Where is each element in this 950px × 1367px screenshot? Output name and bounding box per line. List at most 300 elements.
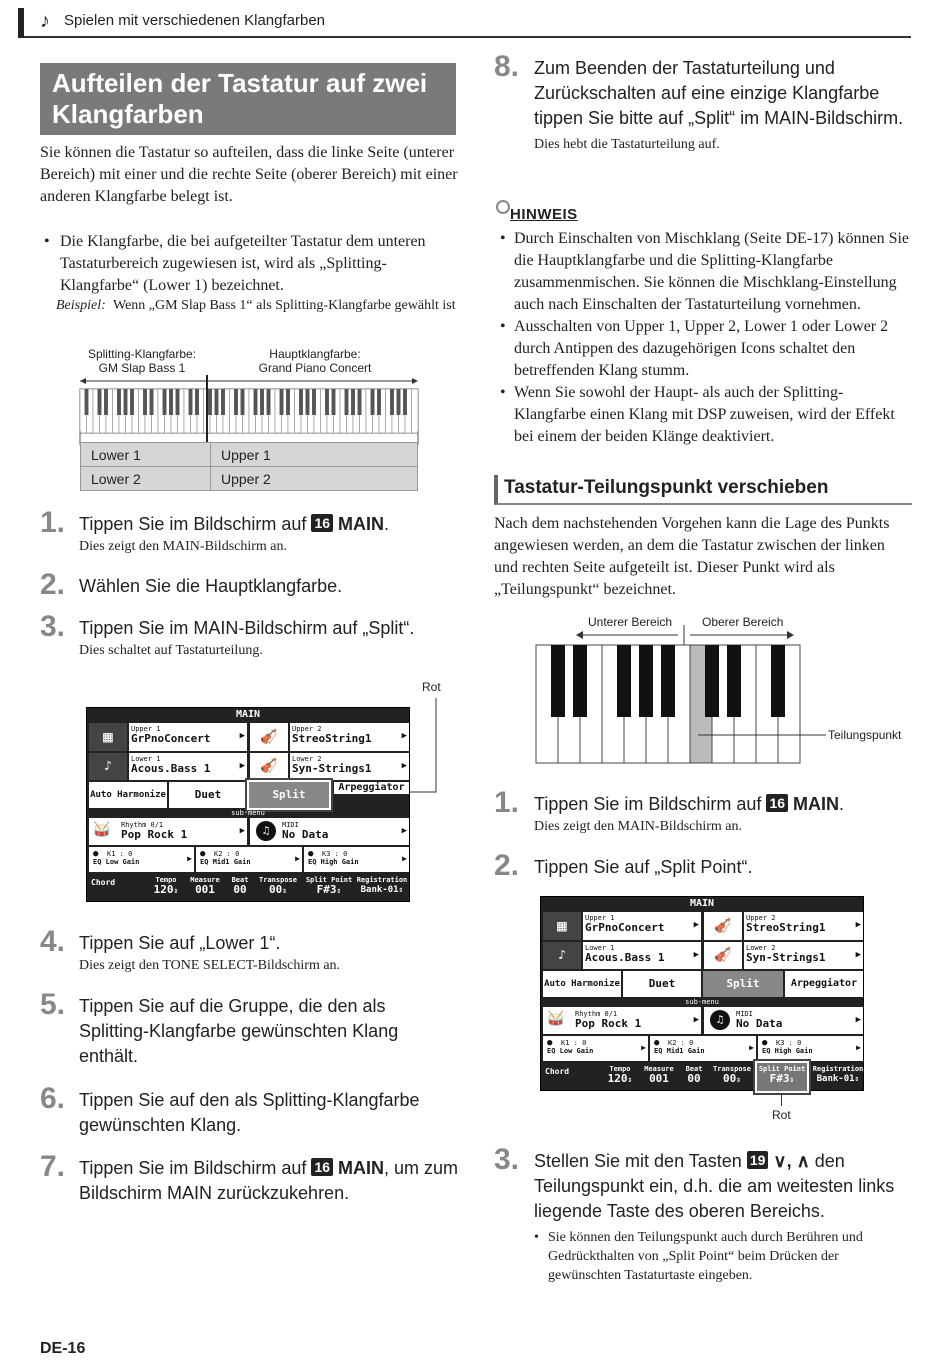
updown-icon: ⇕ [736,1075,742,1084]
k2-label: K2 : 0 [668,1039,694,1047]
arrow-right-icon: ▶ [855,950,861,960]
midi-label: MIDI [736,1010,753,1018]
upper1-tone[interactable] [129,723,247,751]
duet-button[interactable]: Duet [623,971,701,997]
header-bar [18,8,24,38]
arrow-right-icon: ▶ [856,1043,861,1052]
black-key [345,389,349,415]
step-text: Zum Beenden der Tastaturteilung und Zurückschalten auf eine einzige Klangfarbe tippen Sie bitte auf „Split“ im MAIN-Bildschirm. [534,58,904,128]
lower2-tone[interactable] [290,753,409,780]
beat-value: 00 [687,1072,701,1085]
submenu-label: sub-menu [231,809,265,817]
black-key [195,389,199,415]
midi-value: No Data [736,1017,783,1030]
tempo-number: 120 [607,1072,628,1085]
black-key [215,389,219,415]
example-label: Beispiel: [56,298,106,313]
split-point-value [757,1073,807,1086]
midi-cell[interactable] [250,818,409,845]
transpose-label: Transpose [713,1065,751,1073]
black-key [573,645,587,717]
knob2-cell[interactable] [650,1036,756,1061]
step-number: 4. [40,925,66,958]
note-text: Durch Einschalten von Mischklang (Seite DE-17) können Sie die Hauptklangfarbe und die Splitting-Klangfarbe zusammenmischen. Sie können die Mischklang-Einstellung auch nach Einschalten der Tastaturteilung vornehmen. [514,230,910,313]
main-label: MAIN [338,1158,385,1178]
section-intro: Nach dem nachstehenden Vorgehen kann die Lage des Punkts angewiesen werden, an dem die Tastatur zwischen der linken und rechten Seite aufgeteilt ist. Dieser Punkt wird als „Teilungspunkt“ bezeichnet. [494,515,890,598]
knob-icon: ● [654,1038,660,1048]
upper-area-label: Oberer Bereich [702,615,784,629]
registration-number: Bank-01 [360,885,399,895]
tone-table [80,442,418,491]
measure-label: Measure [644,1065,674,1073]
beat-value: 00 [233,883,247,896]
black-key [85,389,89,415]
black-key [150,389,154,415]
knob1-cell[interactable] [89,847,194,872]
step-text-a: Tippen Sie im Bildschirm auf [79,1158,307,1178]
main-tone-label [250,347,380,375]
black-key [771,645,785,717]
main-label: MAIN [338,514,385,534]
black-key [163,389,167,415]
split-point-field[interactable] [305,876,353,897]
registration-field[interactable] [355,876,409,896]
table-row [81,443,418,467]
step-6 [40,1082,460,1138]
measure-label: Measure [190,876,220,884]
step-note: Dies zeigt den MAIN-Bildschirm an. [79,539,288,554]
black-key [176,389,180,415]
split-point-caption: Teilungspunkt [828,728,902,742]
upper1-label: Upper 1 [585,914,615,922]
guitar-icon[interactable]: ♪ [543,942,581,969]
black-key [208,389,212,415]
arpeggiator-button[interactable]: Arpeggiator [785,971,863,997]
upper1-tone[interactable] [583,912,701,940]
rhythm-label: Rhythm 0/1 [575,1010,618,1018]
step-5 [40,988,460,1069]
black-key [332,389,336,415]
step-number: 3. [494,1143,520,1176]
step-text-b: den Teilungspunkt ein, d.h. die am weitesten links liegende Taste des oberen Bereichs. [534,1151,895,1221]
updown-icon: ⇕ [173,886,179,895]
knob3-cell[interactable] [758,1036,863,1061]
step-3 [40,610,460,660]
beat-field [227,876,253,896]
intro-paragraph: Sie können die Tastatur so aufteilen, dass die linke Seite (unterer Bereich) mit einer und die rechte Seite (oberer Bereich) mit einer anderen Klangfarbe belegt ist. [40,144,458,205]
page-header [18,8,911,38]
step-note: Dies zeigt den TONE SELECT-Bildschirm an. [79,958,341,973]
table-cell: Upper 2 [211,467,418,491]
step-7 [40,1150,460,1206]
arrow-right-icon: ▶ [239,826,245,836]
black-key [130,389,134,415]
registration-value [355,884,409,896]
black-key [189,389,193,415]
black-key [639,645,653,717]
right-step-1 [494,786,912,836]
black-key [397,389,401,415]
k3-label: K3 : 0 [776,1039,802,1047]
list-item: • Ausschalten von Upper 1, Upper 2, Lower 1 oder Lower 2 durch Antippen des dazugehörigen Icons schaltet den betreffenden Klang stumm. [500,318,889,379]
music-icon: ♫ [710,1010,730,1030]
white-key [412,389,419,433]
midi-cell[interactable] [704,1007,863,1034]
arrow-right-icon: ▶ [693,1015,699,1025]
black-key [325,389,329,415]
example [56,296,456,315]
tempo-number: 120 [153,883,174,896]
beat-field [681,1065,707,1085]
section-heading: Tastatur-Teilungspunkt verschieben [494,475,912,505]
main-screen-left [86,707,410,902]
step-note: Dies hebt die Tastaturteilung auf. [534,137,720,152]
violin-icon[interactable]: 🎻 [250,753,288,780]
step-note: • Sie können den Teilungspunkt auch durch Berühren und Gedrückthalten von „Split Point“ beim Drücken der gewünschten Tastaturtaste eingeben. [534,1230,863,1283]
rhythm-value: Pop Rock 1 [121,828,188,841]
black-key [358,389,362,415]
split-keyboard-diagram [530,625,830,765]
music-note-icon: ♪ [40,10,50,32]
violin-icon[interactable]: 🎻 [704,912,742,940]
step-number: 2. [494,849,520,882]
transpose-number: 00 [722,1072,737,1085]
main-tone-label-2: Grand Piano Concert [258,361,372,375]
tempo-label: Tempo [609,1065,631,1073]
arrow-right-icon: ▶ [239,761,245,771]
lower-area-label: Unterer Bereich [588,615,673,629]
step-text: Tippen Sie im MAIN-Bildschirm auf „Split“. [79,618,415,638]
step-text-a: Stellen Sie mit den Tasten [534,1151,742,1171]
piano-icon[interactable]: ▦ [543,912,581,940]
midi-label: MIDI [282,821,299,829]
black-key [221,389,225,415]
chord-label: Chord [91,878,116,887]
piano-icon[interactable]: ▦ [89,723,127,751]
violin-icon[interactable]: 🎻 [704,942,742,969]
button-16-icon: 16 [311,514,333,532]
split-button[interactable]: Split [703,971,783,997]
tempo-value [149,884,183,897]
chord-label: Chord [545,1067,570,1076]
upper1-label: Upper 1 [131,725,161,733]
arrow-right-icon: ▶ [855,1015,861,1025]
black-key [234,389,238,415]
arrow-right-icon: ▶ [239,731,245,741]
upper2-value: StreoString1 [746,921,826,934]
registration-value [811,1073,865,1085]
split-point-number: F#3 [316,883,337,896]
knob-icon: ● [308,849,314,859]
transpose-label: Transpose [259,876,297,884]
section-title: Aufteilen der Tastatur auf zwei Klangfarben [40,63,456,135]
black-key [104,389,108,415]
measure-field [641,1065,677,1085]
split-tone-label-1: Splitting-Klangfarbe: [87,347,197,361]
lower1-label: Lower 1 [585,944,615,952]
black-key [117,389,121,415]
knob3-cell[interactable] [304,847,409,872]
arrow-right-icon: ▶ [855,920,861,930]
button-16-icon: 16 [311,1158,333,1176]
table-cell: Lower 1 [81,443,211,467]
black-key [241,389,245,415]
measure-field [187,876,223,896]
arpeggiator-button[interactable]: Arpeggiator [334,782,409,794]
arrow-right-icon: ▶ [187,854,192,863]
header-section-title: Spielen mit verschiedenen Klangfarben [64,12,325,29]
drum-icon: 🥁 [93,822,111,838]
step-number: 8. [494,50,520,83]
violin-icon[interactable]: 🎻 [250,723,288,751]
step-number: 1. [40,506,66,539]
transpose-field[interactable] [709,1065,755,1086]
black-key [267,389,271,415]
beat-label: Beat [231,876,249,884]
split-point-label: Split Point [305,876,353,884]
k2-value: EQ Mid1 Gain [654,1047,705,1055]
auto-harmonize-button[interactable]: Auto Harmonize [89,782,167,808]
updown-icon: ⇕ [854,1074,860,1083]
rot-label-right: Rot [772,1108,791,1122]
split-point-number: F#3 [769,1072,790,1085]
updown-icon: ⇕ [336,886,342,895]
transpose-value [255,884,301,897]
measure-value: 001 [195,883,215,896]
registration-field[interactable] [811,1065,865,1085]
transpose-value [709,1073,755,1086]
updown-icon: ⇕ [398,885,404,894]
step-8 [494,50,912,154]
rhythm-value: Pop Rock 1 [575,1017,642,1030]
upper2-tone[interactable] [290,723,409,751]
black-key [403,389,407,415]
list-item: • Durch Einschalten von Mischklang (Seite DE-17) können Sie die Hauptklangfarbe und die Splitting-Klangfarbe zusammenmischen. Sie können die Mischklang-Einstellung auch nach Einschalten der Tastaturteilung vornehmen. [500,230,910,313]
upper1-value: GrPnoConcert [131,732,211,745]
hinweis-label: HINWEIS [510,206,578,223]
step-note-text: Sie können den Teilungspunkt auch durch Berühren und Gedrückthalten von „Split Point“ beim Drücken der gewünschten Tastaturtaste eingeben. [548,1230,863,1283]
k2-label: K2 : 0 [214,850,240,858]
k1-label: K1 : 0 [561,1039,587,1047]
step-text: Wählen Sie die Hauptklangfarbe. [79,576,343,596]
step-note: Dies schaltet auf Tastaturteilung. [79,643,263,658]
note-text: Wenn Sie sowohl der Haupt- als auch der Splitting-Klangfarbe einen Klang mit DSP zuweisen, wird der Effekt bei einem der beiden Klänge deaktiviert. [514,384,895,445]
lower1-value: Acous.Bass 1 [131,762,211,775]
example-text: Wenn „GM Slap Bass 1“ als Splitting-Klangfarbe gewählt ist [113,298,456,313]
registration-number: Bank-01 [816,1074,855,1084]
upper2-label: Upper 2 [292,725,322,733]
black-key [312,389,316,415]
drum-icon: 🥁 [547,1011,565,1027]
tempo-value [603,1073,637,1086]
k1-label: K1 : 0 [107,850,133,858]
submenu-label: sub-menu [685,998,719,1006]
right-step-3 [494,1143,912,1285]
hinweis-notes [500,228,912,448]
step-number: 1. [494,786,520,819]
rot-label: Rot [422,680,441,694]
knob-icon: ● [93,849,99,859]
button-19-icon: 19 [747,1151,769,1169]
step-2 [40,568,460,599]
transpose-field[interactable] [255,876,301,897]
updown-icon: ⇕ [627,1075,633,1084]
k3-value: EQ High Gain [308,858,359,866]
keyboard-diagram [78,375,420,445]
auto-harmonize-button[interactable]: Auto Harmonize [543,971,621,997]
split-point-field[interactable] [755,1061,809,1093]
split-point-label: Split Point [758,1065,806,1073]
step-number: 3. [40,610,66,643]
bullet-text: Die Klangfarbe, die bei aufgeteilter Tastatur dem unteren Tastaturbereich zugewiesen ist, wird als „Splitting-Klangfarbe“ (Lower 1) bezeichnet. [60,233,426,294]
black-key [169,389,173,415]
black-key [727,645,741,717]
rhythm-cell[interactable] [543,1007,701,1034]
arrow-right-icon: ▶ [693,950,699,960]
lower1-label: Lower 1 [131,755,161,763]
arrow-right-icon: ▶ [401,761,407,771]
upper2-tone[interactable] [744,912,863,940]
lower2-value: Syn-Strings1 [746,951,826,964]
black-key [306,389,310,415]
lower1-value: Acous.Bass 1 [585,951,665,964]
black-key [705,645,719,717]
transpose-number: 00 [268,883,283,896]
magnifier-icon [496,200,510,214]
table-cell: Upper 1 [211,443,418,467]
arrow-right-icon: ▶ [295,854,300,863]
black-key [551,645,565,717]
rhythm-cell[interactable] [89,818,247,845]
black-key [351,389,355,415]
step-text [79,1150,459,1206]
updown-icon: ⇕ [789,1075,795,1084]
midi-value: No Data [282,828,329,841]
music-icon: ♫ [256,821,276,841]
button-16-icon: 16 [766,794,788,812]
step-text-a: Tippen Sie im Bildschirm auf [534,794,762,814]
split-tone-label [82,347,202,375]
lower2-label: Lower 2 [292,755,322,763]
bullet-item: • Die Klangfarbe, die bei aufgeteilter Tastatur dem unteren Tastaturbereich zugewiesen ist, wird als „Splitting-Klangfarbe“ (Lower 1) bezeichnet. [44,231,458,297]
step-number: 6. [40,1082,66,1115]
step-text: Tippen Sie auf den als Splitting-Klangfarbe gewünschten Klang. [79,1090,420,1135]
beat-label: Beat [685,1065,703,1073]
k1-value: EQ Low Gain [547,1047,594,1055]
rhythm-label: Rhythm 0/1 [121,821,164,829]
arrow-right-icon: ▶ [641,1043,646,1052]
updown-icon: ⇕ [282,886,288,895]
step-number: 5. [40,988,66,1021]
lower2-tone[interactable] [744,942,863,969]
measure-value: 001 [649,1072,669,1085]
black-key [98,389,102,415]
black-key [254,389,258,415]
step-tail: , um zum Bildschirm MAIN zurückzukehren. [79,1158,459,1203]
step-1 [40,506,460,556]
table-row [81,467,418,491]
knob2-cell[interactable] [196,847,302,872]
tempo-field[interactable] [603,1065,637,1086]
rot-pointer-right [781,1094,782,1106]
upper2-label: Upper 2 [746,914,776,922]
step-text: Tippen Sie auf „Lower 1“. [79,933,281,953]
step-number: 7. [40,1150,66,1183]
lower2-label: Lower 2 [746,944,776,952]
k1-value: EQ Low Gain [93,858,140,866]
arrow-right-icon: ▶ [749,1043,754,1052]
lower1-tone[interactable] [129,753,247,780]
page-number: DE-16 [40,1340,86,1357]
table-cell: Lower 2 [81,467,211,491]
k3-value: EQ High Gain [762,1047,813,1055]
arrow-right-icon: ▶ [693,920,699,930]
step-tail: . [839,794,845,814]
guitar-icon[interactable]: ♪ [89,753,127,780]
k2-value: EQ Mid1 Gain [200,858,251,866]
registration-label: Registration [356,876,408,884]
black-key [377,389,381,415]
step-4 [40,925,460,975]
registration-label: Registration [812,1065,864,1073]
step-text-a: Tippen Sie im Bildschirm auf [79,514,307,534]
tempo-label: Tempo [155,876,177,884]
screen-title: MAIN [235,709,261,720]
step-number: 2. [40,568,66,601]
black-key [371,389,375,415]
black-key [617,645,631,717]
k3-label: K3 : 0 [322,850,348,858]
lower1-tone[interactable] [583,942,701,969]
main-tone-label-1: Hauptklangfarbe: [269,347,361,361]
step-tail: . [384,514,390,534]
up-down-arrows-icon: ∨, ∧ [773,1151,810,1171]
split-tone-label-2: GM Slap Bass 1 [98,361,186,375]
knob-icon: ● [547,1038,553,1048]
main-label: MAIN [793,794,840,814]
arrow-right-icon: ▶ [401,826,407,836]
black-key [280,389,284,415]
black-key [260,389,264,415]
black-key [124,389,128,415]
right-step-2 [494,849,912,880]
main-screen-right [540,896,864,1091]
black-key [390,389,394,415]
step-text: Tippen Sie auf die Gruppe, die den als Splitting-Klangfarbe gewünschten Klang enthält. [79,996,399,1066]
upper1-value: GrPnoConcert [585,921,665,934]
arrow-right-icon: ▶ [402,854,407,863]
knob-icon: ● [762,1038,768,1048]
note-text: Ausschalten von Upper 1, Upper 2, Lower 1 oder Lower 2 durch Antippen des dazugehörigen Icons schaltet den betreffenden Klang stumm. [514,318,889,379]
black-key [143,389,147,415]
arrow-right-icon: ▶ [401,731,407,741]
black-key [661,645,675,717]
upper2-value: StreoString1 [292,732,372,745]
step-text [534,786,912,817]
screen-title: MAIN [689,898,715,909]
lower2-value: Syn-Strings1 [292,762,372,775]
split-button[interactable]: Split [247,780,331,810]
duet-button[interactable]: Duet [169,782,247,808]
knob1-cell[interactable] [543,1036,648,1061]
step-text [534,1143,910,1224]
step-note: Dies zeigt den MAIN-Bildschirm an. [534,819,743,834]
split-point-value [305,884,353,897]
knob-icon: ● [200,849,206,859]
step-text [79,506,460,537]
step-text: Tippen Sie auf „Split Point“. [534,857,753,877]
tempo-field[interactable] [149,876,183,897]
